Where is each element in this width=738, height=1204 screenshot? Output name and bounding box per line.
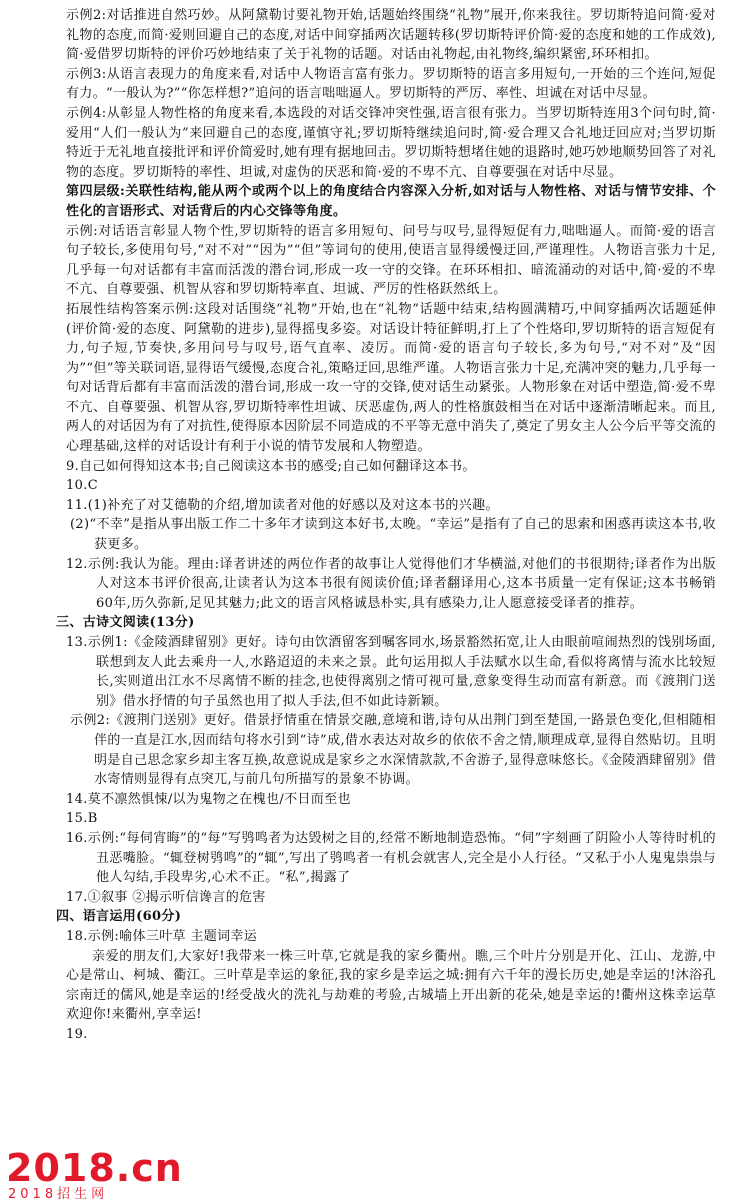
paragraph-level-four-example: 示例:对话语言彰显人物个性,罗切斯特的语言多用短句、问号与叹号,显得短促有力,咄咄逼人。而简·爱的语言句子较长,多使用句号,“对不对”“因为”“但”等词句的使用,使语言显得缓慢迂回,严谨理性。人物语言张力十足,几乎每一句对话都有丰富而活泼的潜台词,形成一攻一守的交锋。在环环相扣、暗流涌动的对话中,简·爱的不卑不亢、自尊要强、机智从容和罗切斯特率直、坦诚、严厉的性格跃然纸上。 [66, 223, 716, 298]
section-heading-classical: 三、古诗文阅读(13分) [56, 615, 195, 631]
answer-19: 19. [66, 1026, 88, 1042]
answer-18-essay: 亲爱的朋友们,大家好!我带来一株三叶草,它就是我的家乡衢州。瞧,三个叶片分别是开化、江山、龙游,中心是常山、柯城、衢江。三叶草是幸运的象征,我的家乡是幸运之城:拥有六千年的漫长历史,她是幸运的!沐浴孔宗南迁的儒风,她是幸运的!经受战火的洗礼与劫难的考验,古城墙上开出新的花朵,她是幸运的!衢州这株幸运草欢迎你!来衢州,享幸运! [66, 948, 716, 1023]
paragraph-example-2: 示例2:对话推进自然巧妙。从阿黛勒讨要礼物开始,话题始终围绕“礼物”展开,你来我往。罗切斯特追问简·爱对礼物的态度,而简·爱则回避自己的态度,对话中间穿插两次话题转移(罗切斯特评价简·爱的态度和她的工作成效),简·爱借罗切斯特的评价巧妙地结束了关于礼物的话题。对话由礼物起,由礼物终,编织紧密,环环相扣。 [66, 8, 716, 63]
level-four-heading: 第四层级:关联性结构,能从两个或两个以上的角度结合内容深入分析,如对话与人物性格、对话与情节安排、个性化的言语形式、对话背后的内心交锋等角度。 [66, 184, 716, 219]
answer-17: 17.①叙事 ②揭示听信谗言的危害 [66, 889, 266, 905]
paragraph-example-3: 示例3:从语言表现力的角度来看,对话中人物语言富有张力。罗切斯特的语言多用短句,一开始的三个连问,短促有力。“一般认为?”“你怎样想?”追问的语言咄咄逼人。罗切斯特的严厉、率性、坦诚在对话中尽显。 [66, 66, 716, 102]
answer-11-2: (2)“不幸”是指从事出版工作二十多年才读到这本好书,太晚。“幸运”是指有了自己的思索和困惑再读这本书,收获更多。 [70, 517, 716, 553]
answer-14: 14.莫不凛然惧悚/以为鬼物之在槐也/不日而至也 [66, 791, 351, 807]
answer-10: 10.C [66, 478, 99, 494]
watermark-logo: 2018.cn [6, 1146, 183, 1190]
section-heading-language: 四、语言运用(60分) [56, 909, 182, 925]
watermark-subtitle: 2018招生网 [8, 1187, 109, 1202]
site-watermark [0, 1146, 183, 1204]
answer-18-heading: 18.示例:喻体三叶草 主题词幸运 [66, 928, 258, 944]
answer-12: 12.示例:我认为能。理由:译者讲述的两位作者的故事让人觉得他们才华横溢,对他们的书很期待;译者作为出版人对这本书评价很高,让读者认为这本书很有阅读价值;译者翻译用心,这本书质量一定有保证;这本书畅销60年,历久弥新,足见其魅力;此文的语言风格诚恳朴实,具有感染力,让人愿意接受译者的推荐。 [66, 556, 716, 611]
answer-9: 9.自己如何得知这本书;自己阅读这本书的感受;自己如何翻译这本书。 [66, 458, 476, 474]
answer-15: 15.B [66, 811, 98, 827]
answer-13-example-2: 示例2:《渡荆门送别》更好。借景抒情重在情景交融,意境和谐,诗句从出荆门到至楚国,一路景色变化,但相随相伴的一直是江水,因而结句将水引到“诗”成,借水表达对故乡的依依不舍之情,顺理成章,显得自然贴切。且明明是自己思念家乡却主客互换,故意说成是家乡之水深情款款,不舍游子,显得意味悠长。《金陵酒肆留别》借水寄情则显得有点突兀,与前几句所描写的景象不协调。 [70, 713, 716, 788]
paragraph-example-4: 示例4:从彰显人物性格的角度来看,本选段的对话交锋冲突性强,语言很有张力。当罗切斯特连用3个问句时,简·爱用“人们一般认为”来回避自己的态度,谨慎守礼;罗切斯特继续追问时,简·爱合理又合礼地迂回应对;当罗切斯特近于无礼地直接批评和评价简爱时,她有理有据地回击。罗切斯特想堵住她的退路时,她巧妙地顺势回答了对礼物的态度。罗切斯特的率性、坦诚,对虚伪的厌恶和简·爱的不卑不亢、自尊要强在对话中尽显。 [66, 105, 716, 180]
paragraph-extended-answer: 拓展性结构答案示例:这段对话围绕“礼物”开始,也在“礼物”话题中结束,结构圆满精巧,中间穿插两次话题延伸(评价简·爱的态度、阿黛勒的进步),显得摇曳多姿。对话设计特征鲜明,打上了个性烙印,罗切斯特的语言短促有力,句子短,节奏快,多用问号与叹号,语气直率、凌厉。而简·爱的语言句子较长,多为句号,“对不对”及“因为”“但”等关联词语,显得语气缓慢,态度合礼,策略迂回,思维严谨。人物语言张力十足,充满冲突的魅力,几乎每一句对话背后都有丰富而活泼的潜台词,形成一攻一守的交锋,使对话生动紧张。人物形象在对话中塑造,简·爱不卑不亢、自尊要强、机智从容,罗切斯特率性坦诚、厌恶虚伪,两人的性格旗鼓相当在对话中逐渐清晰起来。而且,两人的对话因为有了对抗性,使得原本因阶层不同造成的不平等无意中消失了,奠定了男女主人公今后平等交流的心理基础,这样的对话设计有利于小说的情节发展和人物塑造。 [66, 301, 716, 455]
answer-16: 16.示例:“每伺宵晦”的“每”写鸮鸣者为达毁树之目的,经常不断地制造恐怖。“伺”字刻画了阴险小人等待时机的丑恶嘴脸。“辄登树鸮鸣”的“辄”,写出了鸮鸣者一有机会就害人,完全是小人行径。“又私于小人鬼鬼祟祟与他人勾结,手段卑劣,心术不正。“私”,揭露了 [66, 830, 716, 886]
answer-13-example-1: 13.示例1:《金陵酒肆留别》更好。诗句由饮酒留客到嘱客同水,场景豁然拓宽,让人由眼前喧闹热烈的饯别场面,联想到友人此去乘舟一人,水路迢迢的未来之景。此句运用拟人手法赋水以生命,看似将离情与流水比较短长,实则道出江水不尽离情不断的挂念,也使得离别之情可视可量,意象变得生动而富有新意。而《渡荆门送别》借水抒情的句子虽然也用了拟人手法,但不如此诗新颖。 [66, 635, 716, 709]
answer-11-1: 11.(1)补充了对艾德勒的介绍,增加读者对他的好感以及对这本书的兴趣。 [66, 497, 499, 513]
